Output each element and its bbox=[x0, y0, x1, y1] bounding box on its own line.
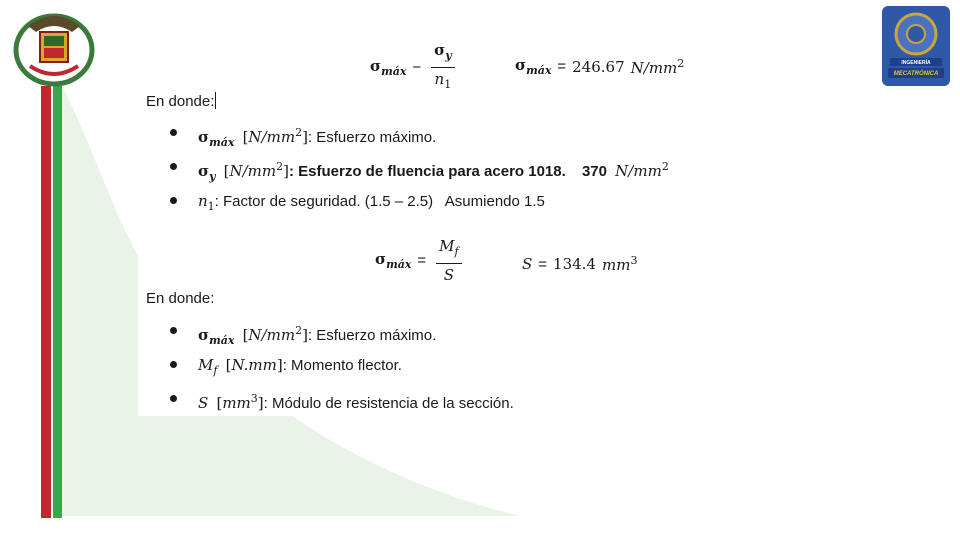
list-item: $\sigma_{máx}$ $[N/mm^2]$: Esfuerzo máximo. bbox=[170, 116, 669, 150]
section1-list bbox=[170, 116, 669, 218]
list-item: $\sigma_y$ $[N/mm^2]$: Esfuerzo de fluencia para acero 1018. 370 $N/mm^2$ bbox=[170, 150, 669, 184]
equation-stress-moment: $\sigma_{máx}$ = $\frac{M_f}{S}$ bbox=[375, 236, 466, 285]
eq3-operator: = bbox=[417, 252, 427, 269]
bullet-icon bbox=[170, 361, 177, 368]
svg-text:INGENIERÍA: INGENIERÍA bbox=[901, 60, 931, 66]
bullet-icon bbox=[170, 197, 177, 204]
university-crest-icon bbox=[8, 6, 100, 88]
eq3-fraction: $\frac{M_f}{S}$ bbox=[436, 236, 461, 285]
equation-stress-result bbox=[515, 56, 684, 77]
eq2-operator: = bbox=[557, 58, 567, 75]
section2-list bbox=[170, 314, 514, 416]
bullet-icon bbox=[170, 395, 177, 402]
eq4-unit: $mm^3$ bbox=[602, 254, 638, 274]
equation-section-modulus bbox=[522, 254, 637, 274]
red-stripe bbox=[41, 86, 51, 518]
section1-heading: En donde: bbox=[146, 93, 215, 110]
eq2-value: 246.67 bbox=[572, 57, 625, 76]
eq4-lhs: S bbox=[522, 255, 533, 273]
eq1-operator: − bbox=[412, 59, 422, 76]
eq2-lhs: $\sigma_{máx}$ bbox=[515, 56, 552, 77]
svg-text:MECATRÓNICA: MECATRÓNICA bbox=[893, 71, 939, 77]
list-item: S $[mm^3]$: Módulo de resistencia de la sección. bbox=[170, 382, 514, 416]
mecatronica-gear-logo-icon bbox=[880, 4, 952, 88]
eq4-value: 134.4 bbox=[553, 255, 596, 273]
eq1-lhs: $\sigma_{máx}$ bbox=[370, 57, 407, 78]
bullet-icon bbox=[170, 129, 177, 136]
bullet-icon bbox=[170, 163, 177, 170]
equation-stress-safety-factor bbox=[370, 40, 459, 95]
eq4-operator: = bbox=[538, 255, 548, 273]
list-item: $n_1$: Factor de seguridad. (1.5 – 2.5) Asumiendo 1.5 bbox=[170, 184, 669, 218]
section2-heading: En donde: bbox=[146, 290, 215, 307]
eq1-fraction: $\frac{\sigma_y}{n_1}$ bbox=[431, 40, 454, 95]
bullet-icon bbox=[170, 327, 177, 334]
list-item: $\sigma_{máx}$ $[N/mm^2]$: Esfuerzo máximo. bbox=[170, 314, 514, 348]
eq2-unit: $N/mm^2$ bbox=[630, 56, 685, 77]
list-item: $M_f$ [N.mm]: Momento flector. bbox=[170, 348, 514, 382]
green-stripe bbox=[53, 86, 62, 518]
text-cursor bbox=[215, 92, 216, 109]
white-gap-stripe bbox=[51, 86, 53, 518]
